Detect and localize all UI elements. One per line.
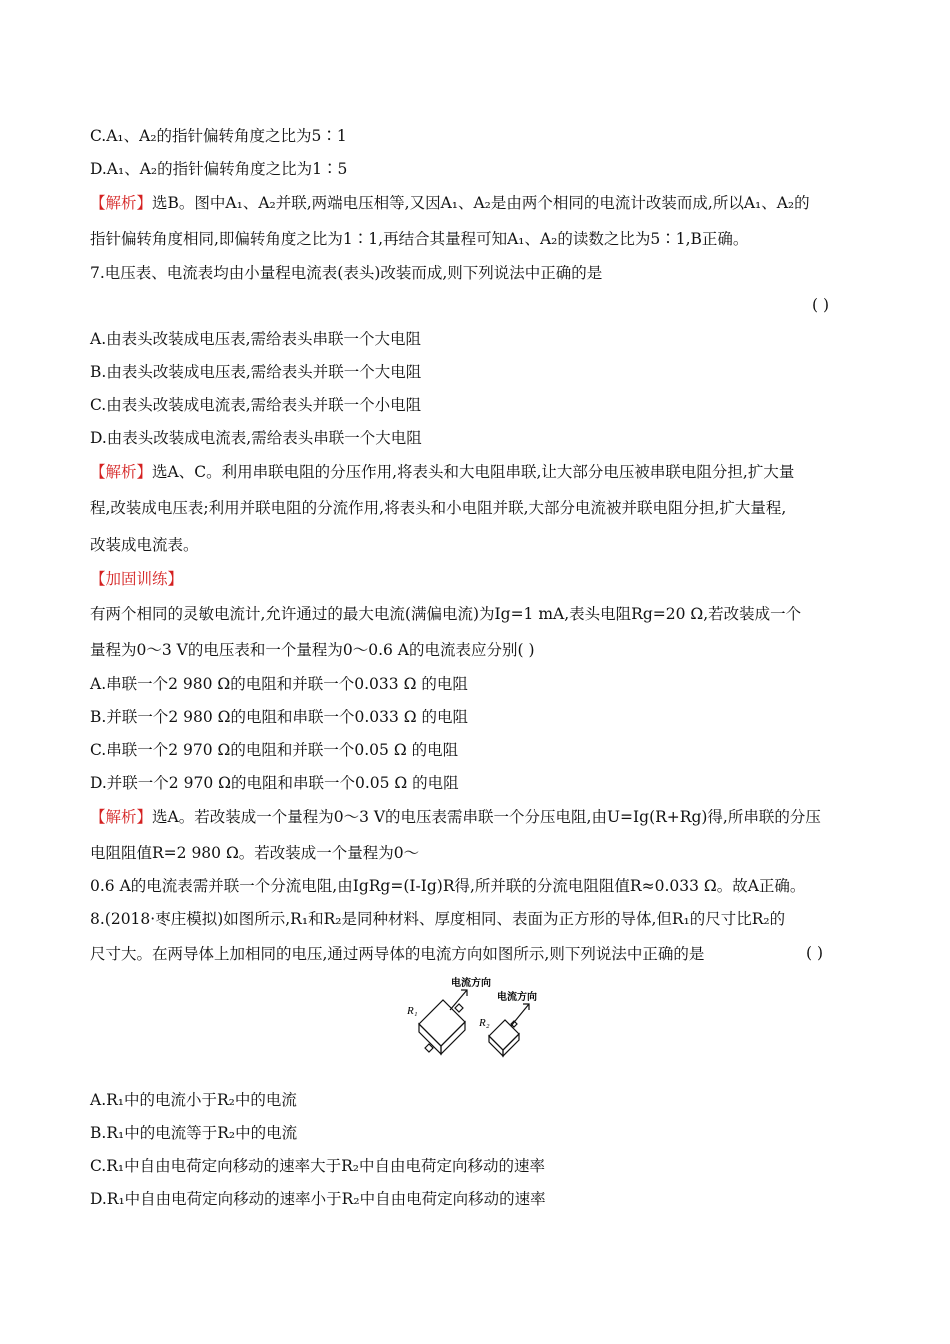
reinforce-option-b: B.并联一个2 980 Ω的电阻和串联一个0.033 Ω 的电阻 [90,708,469,726]
q7-stem: 7.电压表、电流表均由小量程电流表(表头)改装而成,则下列说法中正确的是 [90,264,603,282]
q6-option-c: C.A₁、A₂的指针偏转角度之比为5∶1 [90,127,347,145]
r2-block-left-face [489,1036,503,1056]
q8-option-a: A.R₁中的电流小于R₂中的电流 [90,1091,297,1109]
q7-analysis-line3: 改装成电流表。 [90,536,199,554]
q6-analysis-line2: 指针偏转角度相同,即偏转角度之比为1∶1,再结合其量程可知A₁、A₂的读数之比为5∶1,B正确。 [90,230,749,248]
q7-option-b: B.由表头改装成电压表,需给表头并联一个大电阻 [90,363,422,381]
q8-answer-paren: ( ) [806,944,824,962]
reinforce-analysis-line3: 0.6 A的电流表需并联一个分流电阻,由IgRg=(I-Ig)R得,所并联的分流电阻阻值R≈0.033 Ω。故A正确。 [90,877,806,895]
reinforce-tag: 【加固训练】 [90,570,184,588]
conductor-figure [405,976,565,1066]
reinforce-stem-line1: 有两个相同的灵敏电流计,允许通过的最大电流(满偏电流)为Ig=1 mA,表头电阻Rg=20 Ω,若改装成一个 [90,605,802,623]
r2-arrow-label: 电流方向 [497,992,537,1003]
q6-option-d: D.A₁、A₂的指针偏转角度之比为1∶5 [90,160,348,178]
r2-label: R₂ [479,1017,490,1029]
q7-option-c: C.由表头改装成电流表,需给表头并联一个小电阻 [90,396,422,414]
reinforce-option-c: C.串联一个2 970 Ω的电阻和并联一个0.05 Ω 的电阻 [90,741,459,759]
analysis-text: 选A、C。利用串联电阻的分压作用,将表头和大电阻串联,让大部分电压被串联电阻分担,扩大量 [152,463,795,481]
q8-option-b: B.R₁中的电流等于R₂中的电流 [90,1124,298,1142]
analysis-tag: 【解析】 [90,463,153,481]
q7-option-d: D.由表头改装成电流表,需给表头串联一个大电阻 [90,429,422,447]
reinforce-option-a: A.串联一个2 980 Ω的电阻和并联一个0.033 Ω 的电阻 [90,675,468,693]
q8-option-c: C.R₁中自由电荷定向移动的速率大于R₂中自由电荷定向移动的速率 [90,1157,546,1175]
reinforce-stem-line2: 量程为0～3 V的电压表和一个量程为0～0.6 A的电流表应分别( ) [90,641,535,659]
r1-block-right-face [441,1022,465,1054]
r2-block-top [489,1020,519,1050]
q6-analysis-line1 [90,193,810,213]
r1-block-left-face [419,1024,441,1054]
r1-arrow-label: 电流方向 [451,978,491,989]
q8-stem-line2: 尺寸大。在两导体上加相同的电压,通过两导体的电流方向如图所示,则下列说法中正确的是 [90,945,705,963]
analysis-tag: 【解析】 [90,194,153,212]
q7-analysis-line2: 程,改装成电压表;利用并联电阻的分流作用,将表头和小电阻并联,大部分电流被并联电阻分担,扩大量程, [90,499,787,517]
q7-analysis-line1 [90,462,794,482]
r1-terminal-top [455,1004,463,1012]
q7-option-a: A.由表头改装成电压表,需给表头串联一个大电阻 [90,330,422,348]
q8-option-d: D.R₁中自由电荷定向移动的速率小于R₂中自由电荷定向移动的速率 [90,1190,546,1208]
analysis-tag: 【解析】 [90,808,153,826]
r2-current-arrow [511,1004,529,1026]
reinforce-analysis-line1 [90,807,821,827]
analysis-text: 选A。若改装成一个量程为0～3 V的电压表需串联一个分压电阻,由U=Ig(R+Rg)得,所串联的分压 [152,808,821,826]
reinforce-option-d: D.并联一个2 970 Ω的电阻和串联一个0.05 Ω 的电阻 [90,774,459,792]
r1-label: R₁ [407,1005,418,1017]
reinforce-analysis-line2: 电阻阻值R=2 980 Ω。若改装成一个量程为0～ [90,844,420,862]
q8-stem-line1: 8.(2018·枣庄模拟)如图所示,R₁和R₂是同种材料、厚度相同、表面为正方形的导体,但R₁的尺寸比R₂的 [90,910,786,928]
r2-block-right-face [503,1034,519,1056]
q7-answer-paren: ( ) [812,296,830,314]
analysis-text: 选B。图中A₁、A₂并联,两端电压相等,又因A₁、A₂是由两个相同的电流计改装而成,所以A₁、A₂的 [152,194,810,212]
r1-current-arrow [450,990,467,1010]
